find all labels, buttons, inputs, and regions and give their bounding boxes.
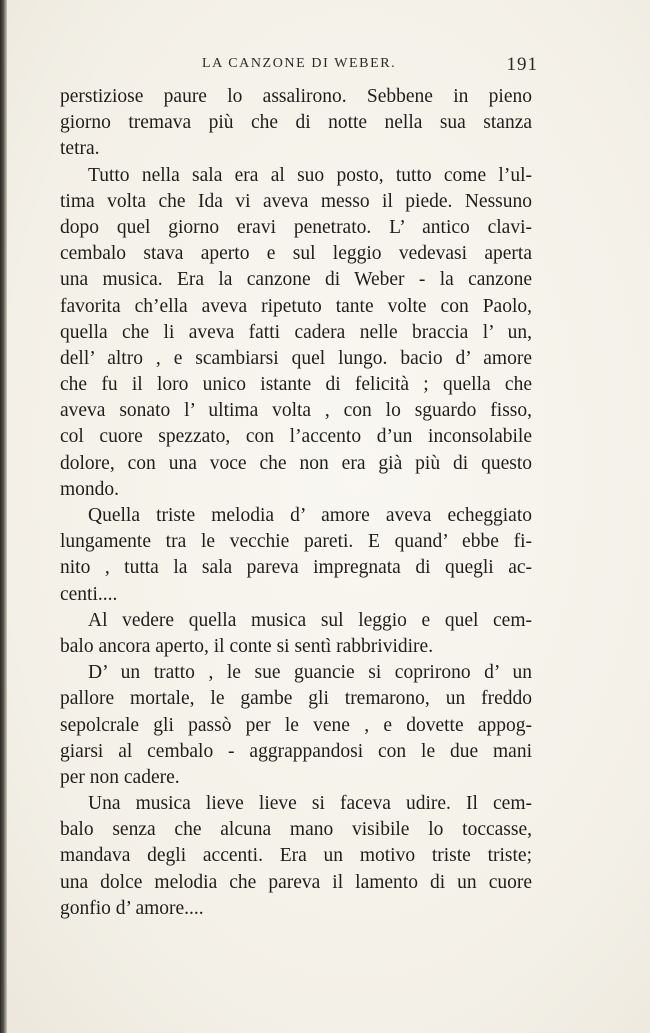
text-line: perstiziose paure lo assalirono. Sebbene in pieno (60, 86, 532, 107)
text-line: D’ un tratto , le sue guancie si coprirono d’ un (88, 662, 532, 684)
text-line: balo senza che alcuna mano visibile lo toccasse, (60, 819, 532, 841)
text-line: centi.... (60, 583, 118, 605)
text-line: Quella triste melodia d’ amore aveva echeggiato (88, 505, 532, 526)
text-line: giarsi al cembalo - aggrappandosi con le due mani (60, 740, 532, 762)
text-line: balo ancora aperto, il conte si sentì rabbrividire. (60, 635, 434, 657)
text-line: lungamente tra le vecchie pareti. E quand’ ebbe fi- (60, 531, 532, 553)
text-line: Al vedere quella musica sul leggio e quel cem- (88, 609, 532, 631)
body-text (60, 84, 532, 922)
text-line: mondo. (60, 478, 120, 500)
text-line: nito , tutta la sala pareva impregnata di quegli ac- (60, 557, 532, 579)
text-line: una musica. Era la canzone di Weber - la canzone (60, 269, 532, 291)
page-binding-edge (0, 0, 7, 1033)
text-line: mandava degli accenti. Era un motivo triste triste; (60, 845, 532, 867)
text-line: Una musica lieve lieve si faceva udire. Il cem- (88, 793, 532, 815)
text-line: sepolcrale gli passò per le vene , e dovette appog- (60, 714, 532, 736)
text-line: favorita ch’ella aveva ripetuto tante volte con Paolo, (60, 295, 532, 317)
text-line: che fu il loro unico istante di felicità ; quella che (60, 374, 532, 396)
text-line: cembalo stava aperto e sul leggio vedevasi aperta (60, 243, 532, 265)
text-line: gonfio d’ amore.... (60, 897, 204, 919)
text-line: tetra. (60, 138, 100, 160)
text-line: dopo quel giorno eravi penetrato. L’ antico clavi- (60, 216, 532, 238)
page-number: 191 (506, 54, 538, 75)
text-line: giorno tremava più che di notte nella sua stanza (60, 112, 532, 134)
text-line: dell’ altro , e scambiarsi quel lungo. bacio d’ amore (60, 347, 532, 369)
text-line: Tutto nella sala era al suo posto, tutto come l’ul- (88, 164, 532, 186)
text-line: dolore, con una voce che non era già più di questo (60, 452, 532, 474)
page-header (60, 56, 540, 80)
running-title: LA CANZONE DI WEBER. (202, 56, 397, 71)
text-line: col cuore spezzato, con l’accento d’un inconsolabile (60, 426, 532, 448)
text-line: una dolce melodia che pareva il lamento di un cuore (60, 871, 532, 893)
text-line: tima volta che Ida vi aveva messo il piede. Nessuno (60, 190, 532, 212)
text-line: aveva sonato l’ ultima volta , con lo sguardo fisso, (60, 400, 532, 422)
text-line: per non cadere. (60, 766, 180, 788)
text-line: quella che li aveva fatti cadera nelle braccia l’ un, (60, 321, 532, 343)
text-line: pallore mortale, le gambe gli tremarono, un freddo (60, 688, 532, 710)
